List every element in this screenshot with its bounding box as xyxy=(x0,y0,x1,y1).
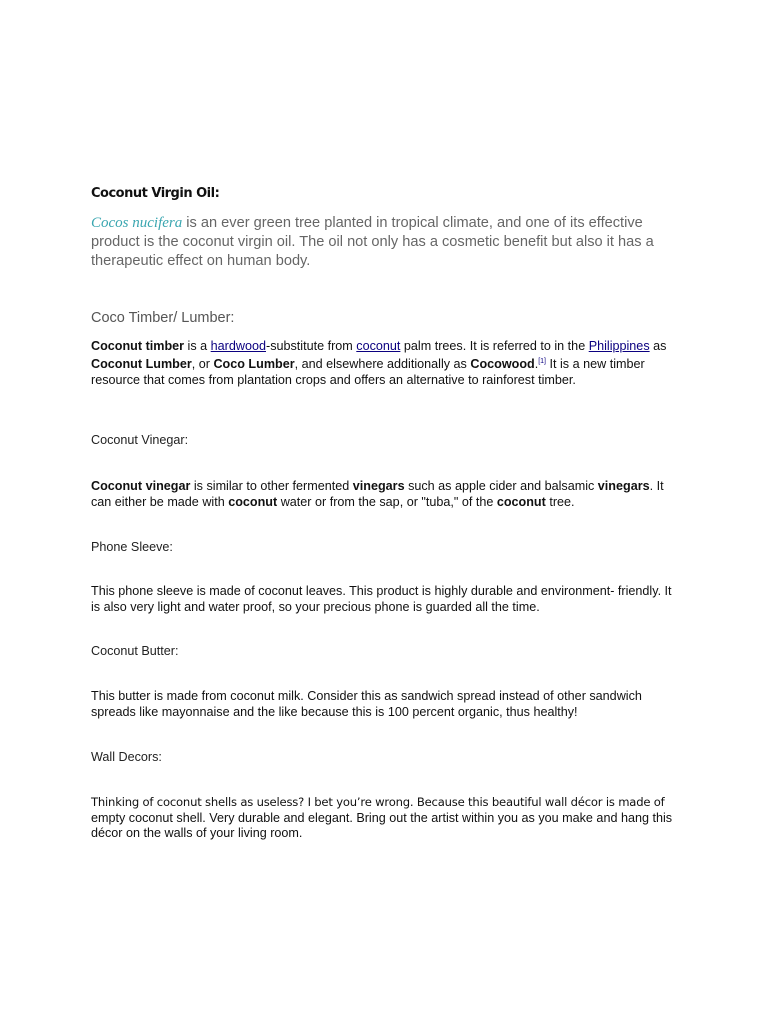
term-coconut-lumber: Coconut Lumber xyxy=(91,357,192,372)
paragraph-wall-decors xyxy=(91,795,681,842)
term-cocowood: Cocowood xyxy=(470,357,535,372)
term-coconut-timber: Coconut timber xyxy=(91,339,185,353)
term-vinegars-1: vinegars xyxy=(352,479,405,493)
timber-text-6: , and elsewhere additionally as xyxy=(294,357,471,372)
heading-phone-sleeve: Phone Sleeve: xyxy=(91,540,173,554)
heading-coconut-virgin-oil: Coconut Virgin Oil: xyxy=(91,186,220,201)
link-hardwood[interactable]: hardwood xyxy=(210,339,266,353)
virgin-oil-text: is an ever green tree planted in tropical climate, and one of its effective product is the coconut virgin oil. The oil not only has a cosmetic benefit but also it has a therapeutic effect on human body. xyxy=(91,215,654,269)
timber-text-3: palm trees. It is referred to in the xyxy=(400,339,589,353)
decor-text-2: empty coconut shell. Very durable and elegant. Bring out the artist within you as you make and hang this décor on the walls of your living room. xyxy=(91,810,673,840)
vinegar-text-5: tree. xyxy=(545,494,575,509)
vinegar-text-1: is similar to other fermented xyxy=(190,479,353,493)
term-coconut-vinegar: Coconut vinegar xyxy=(91,479,191,493)
heading-coconut-vinegar: Coconut Vinegar: xyxy=(91,433,189,447)
decor-text-1: Thinking of coconut shells as useless? I bet you’re wrong. Because this beautiful wall décor is made of xyxy=(91,795,665,809)
timber-text-5: , or xyxy=(191,357,214,372)
paragraph-timber xyxy=(91,338,681,388)
paragraph-vinegar xyxy=(91,479,681,510)
heading-coco-timber: Coco Timber/ Lumber: xyxy=(91,310,235,326)
timber-text-1: is a xyxy=(184,339,211,353)
heading-wall-decors: Wall Decors: xyxy=(91,750,162,764)
term-coconut-1: coconut xyxy=(228,494,278,509)
link-philippines[interactable]: Philippines xyxy=(588,339,650,353)
paragraph-phone-sleeve: This phone sleeve is made of coconut leaves. This product is highly durable and environment- friendly. It is also very light and water proof, so your precious phone is guarded all the time. xyxy=(91,584,672,614)
vinegar-text-3: . It can either be made with xyxy=(91,479,664,509)
timber-text-7: . xyxy=(534,357,539,372)
timber-text-2: -substitute from xyxy=(266,339,357,353)
scientific-name: Cocos nucifera xyxy=(91,215,183,231)
timber-text-4: as xyxy=(649,339,667,353)
timber-text-8: It is a new timber resource that comes from plantation crops and offers an alternative to rainforest timber. xyxy=(91,357,645,388)
term-coconut-2: coconut xyxy=(496,494,546,509)
paragraph-virgin-oil xyxy=(91,214,691,271)
vinegar-text-4: water or from the sap, or "tuba," of the xyxy=(277,494,497,509)
vinegar-text-2: such as apple cider and balsamic xyxy=(404,479,598,493)
paragraph-coconut-butter: This butter is made from coconut milk. Consider this as sandwich spread instead of other sandwich spreads like mayonnaise and the like because this is 100 percent organic, thus healthy! xyxy=(91,689,642,719)
reference-link[interactable]: [1] xyxy=(538,358,547,365)
term-vinegars-2: vinegars xyxy=(597,479,650,493)
link-coconut[interactable]: coconut xyxy=(356,339,401,353)
term-coco-lumber: Coco Lumber xyxy=(213,357,295,372)
heading-coconut-butter: Coconut Butter: xyxy=(91,644,179,658)
